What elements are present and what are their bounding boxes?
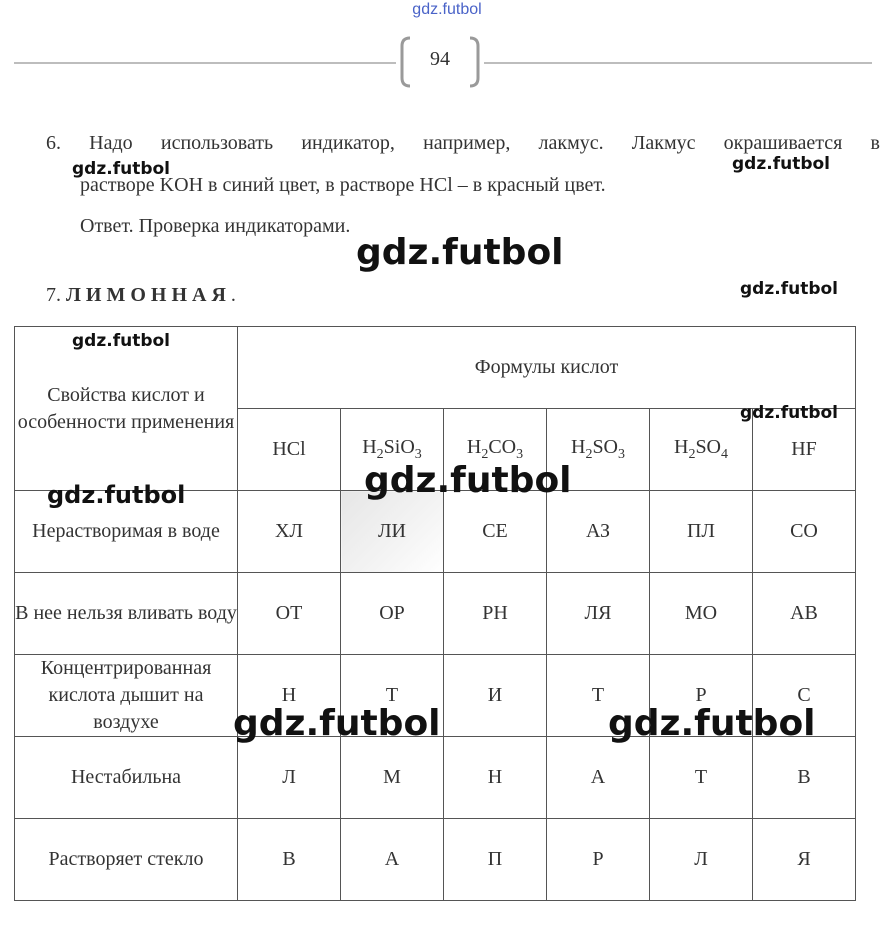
item7-dot: . bbox=[230, 284, 236, 306]
watermark: gdz.futbol bbox=[364, 460, 572, 501]
table-cell: А bbox=[341, 819, 444, 901]
table-cell: А bbox=[547, 737, 650, 819]
table-cell: В bbox=[753, 737, 856, 819]
table-cell: ОР bbox=[341, 573, 444, 655]
item7-number: 7. bbox=[46, 284, 66, 306]
table-cell: Н bbox=[444, 737, 547, 819]
table-cell: Л bbox=[238, 737, 341, 819]
formula-subscript: 3 bbox=[618, 447, 626, 462]
formula-part: H bbox=[673, 436, 689, 458]
table-cell: СО bbox=[753, 491, 856, 573]
table-cell: И bbox=[444, 655, 547, 737]
table-cell: В bbox=[238, 819, 341, 901]
table-cell: Н bbox=[238, 655, 341, 737]
table-cell: М bbox=[341, 737, 444, 819]
table-row bbox=[15, 737, 856, 819]
header-rule-right bbox=[484, 62, 872, 64]
formula-part: H bbox=[466, 436, 482, 458]
watermark: gdz.futbol bbox=[356, 232, 564, 273]
formula-part: SiO bbox=[383, 436, 415, 458]
table-cell: С bbox=[753, 655, 856, 737]
table-cell: ХЛ bbox=[238, 491, 341, 573]
watermark: gdz.futbol bbox=[732, 154, 830, 174]
table-cell: ОТ bbox=[238, 573, 341, 655]
table-corner-header: Свойства кислот и особенности применения bbox=[15, 327, 238, 491]
table-cell: Р bbox=[547, 819, 650, 901]
table-cell: Я bbox=[753, 819, 856, 901]
formula-subscript: 3 bbox=[516, 447, 524, 462]
table-cell: АЗ bbox=[547, 491, 650, 573]
table-cell: ПЛ bbox=[650, 491, 753, 573]
table-cell: Р bbox=[650, 655, 753, 737]
acids-table bbox=[14, 326, 856, 901]
watermark: gdz.futbol bbox=[47, 481, 186, 509]
table-cell: Т bbox=[341, 655, 444, 737]
table-row bbox=[15, 573, 856, 655]
property-label: Нестабильна bbox=[15, 737, 238, 819]
watermark: gdz.futbol bbox=[608, 703, 816, 744]
formula-part: HF bbox=[791, 438, 817, 460]
table-cell: Л bbox=[650, 819, 753, 901]
formula-part: HCl bbox=[272, 438, 306, 460]
item6-line2: растворе KOH в синий цвет, в растворе HCl – в красный цвет. bbox=[80, 174, 606, 196]
formula-part: CO bbox=[488, 436, 517, 458]
property-label: Нерастворимая в воде bbox=[15, 491, 238, 573]
property-label: Концентрированная кислота дышит на воздухе bbox=[15, 655, 238, 737]
table-cell: АВ bbox=[753, 573, 856, 655]
table-cell: П bbox=[444, 819, 547, 901]
table-cell: ЛИ bbox=[341, 491, 444, 573]
watermark: gdz.futbol bbox=[740, 279, 838, 299]
formula-header-h2so4 bbox=[650, 409, 753, 491]
item7-answer-word: ЛИМОННАЯ bbox=[66, 284, 231, 306]
item7-heading bbox=[46, 284, 236, 307]
table-cell: Т bbox=[650, 737, 753, 819]
table-cell: Т bbox=[547, 655, 650, 737]
formula-part: H bbox=[570, 436, 586, 458]
table-group-header: Формулы кислот bbox=[238, 327, 856, 409]
formula-subscript: 2 bbox=[481, 447, 489, 462]
table-body bbox=[15, 491, 856, 901]
watermark: gdz.futbol bbox=[72, 159, 170, 179]
item6-answer: Ответ. Проверка индикаторами. bbox=[80, 215, 351, 237]
formula-header-hcl bbox=[238, 409, 341, 491]
table-cell: СЕ bbox=[444, 491, 547, 573]
property-label: В нее нельзя вливать воду bbox=[15, 573, 238, 655]
table-cell: РН bbox=[444, 573, 547, 655]
page-number: 94 bbox=[430, 48, 450, 70]
formula-part: SO bbox=[592, 436, 619, 458]
property-label: Растворяет стекло bbox=[15, 819, 238, 901]
formula-subscript: 3 bbox=[414, 447, 422, 462]
table-cell: ЛЯ bbox=[547, 573, 650, 655]
formula-part: SO bbox=[695, 436, 722, 458]
formula-subscript: 2 bbox=[376, 447, 384, 462]
header-rule-left bbox=[14, 62, 396, 64]
table-row bbox=[15, 819, 856, 901]
watermark: gdz.futbol bbox=[72, 331, 170, 351]
formula-subscript: 2 bbox=[585, 447, 593, 462]
watermark: gdz.futbol bbox=[233, 703, 441, 744]
watermark-top: gdz.futbol bbox=[412, 1, 482, 18]
formula-part: H bbox=[362, 436, 377, 458]
table-cell: МО bbox=[650, 573, 753, 655]
page-number-frame bbox=[400, 36, 480, 88]
formula-subscript: 2 bbox=[688, 447, 696, 462]
item6-line1: 6. Надо использовать индикатор, например, лакмус. Лакмус окрашивается в bbox=[46, 132, 880, 154]
formula-subscript: 4 bbox=[721, 447, 729, 462]
watermark: gdz.futbol bbox=[740, 403, 838, 423]
